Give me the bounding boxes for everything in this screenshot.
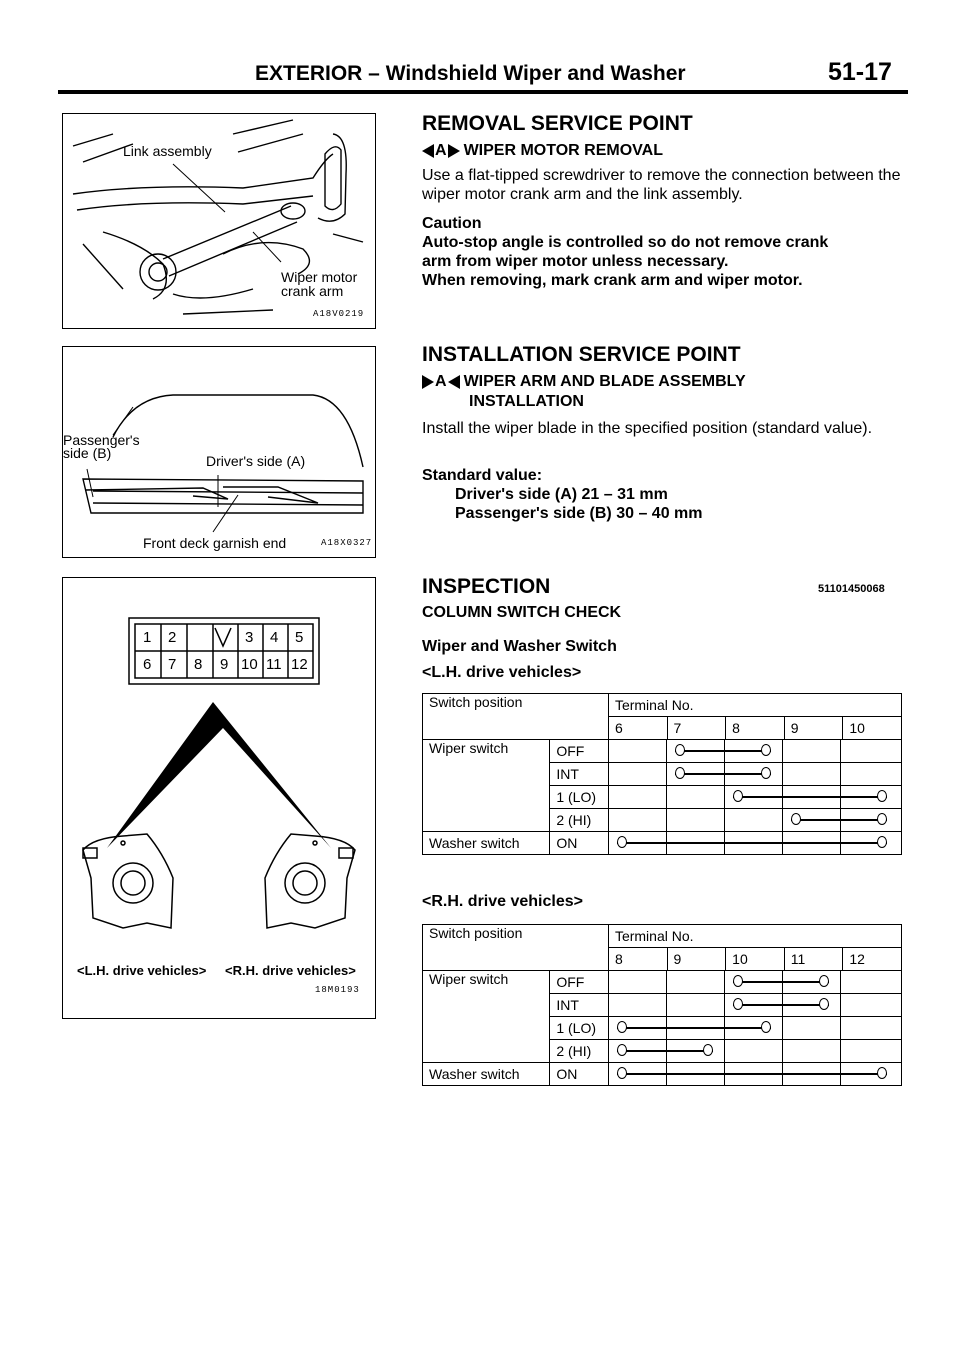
column-divider [666,762,668,786]
triangle-right-icon [422,375,434,389]
column-divider [724,1039,726,1063]
continuity-terminal-mark [761,1021,771,1033]
continuity-terminal-mark [733,975,743,987]
subheading-text: WIPER ARM AND BLADE ASSEMBLY [463,373,746,390]
column-divider [840,739,842,763]
caution-line: Auto-stop angle is controlled so do not remove crank [422,234,829,251]
subheading-text-line2: INSTALLATION [469,393,584,410]
continuity-terminal-mark [675,767,685,779]
switch-position-label: INT [550,763,609,786]
switch-group-label: Washer switch [423,1063,550,1086]
terminal-number: 6 [608,717,667,740]
terminal-number: 10 [726,948,785,971]
caption-rh-drive: <R.H. drive vehicles> [225,963,356,978]
subheading-wiper-arm-installation [422,373,746,391]
switch-group-label: Wiper switch [423,971,550,1063]
triangle-left-icon [448,375,460,389]
column-divider [666,993,668,1017]
continuity-terminal-mark [877,1067,887,1079]
connector-pin-label: 2 [168,629,177,646]
continuity-line [617,1073,887,1075]
connector-pin-label: 11 [266,656,282,673]
figure-code: 18M0193 [315,985,360,995]
terminal-number: 8 [608,948,667,971]
continuity-cell [608,740,901,763]
column-divider [840,1016,842,1040]
continuity-line [791,819,887,821]
service-marker: A [435,142,447,159]
continuity-terminal-mark [733,790,743,802]
label-passenger-side-b: side (B) [63,445,112,461]
figure-code: A18V0219 [313,309,365,319]
continuity-table-lh [422,693,902,855]
heading-inspection: INSPECTION [422,575,551,598]
table-row [423,1063,902,1086]
column-divider [724,785,726,809]
column-divider [724,970,726,994]
connector-pin-label: 9 [220,656,229,673]
triangle-left-icon [422,144,434,158]
connector-pin-label: 1 [143,629,152,646]
subheading-text: WIPER MOTOR REMOVAL [463,142,663,159]
switch-position-label: OFF [550,971,609,994]
figure-column-switch-connector [62,577,376,1019]
continuity-line [675,773,771,775]
caution-line: When removing, mark crank arm and wiper motor. [422,272,803,289]
switch-position-label: INT [550,994,609,1017]
subheading-rh-drive: <R.H. drive vehicles> [422,893,583,910]
continuity-cell [608,971,901,994]
continuity-line [617,1027,771,1029]
terminal-number: 11 [784,948,843,971]
label-crank-arm: crank arm [281,283,344,299]
continuity-terminal-mark [791,813,801,825]
label-wiper-motor: Wiper motor [281,269,358,285]
figure-blade-position [62,346,376,558]
column-divider [666,970,668,994]
connector-pin-label: 8 [194,656,203,673]
connector-pin-label: 4 [270,629,279,646]
continuity-cell [608,1063,901,1086]
continuity-cell [608,1017,901,1040]
standard-value-driver: Driver's side (A) 21 – 31 mm [455,486,668,503]
continuity-terminal-mark [617,1021,627,1033]
caution-line: arm from wiper motor unless necessary. [422,253,729,270]
continuity-terminal-mark [675,744,685,756]
continuity-terminal-mark [877,836,887,848]
continuity-cell [608,809,901,832]
caption-lh-drive: <L.H. drive vehicles> [77,963,207,978]
column-divider [724,993,726,1017]
column-divider [840,993,842,1017]
continuity-line [733,1004,829,1006]
service-marker: A [435,373,447,390]
column-divider [782,762,784,786]
column-divider [840,970,842,994]
continuity-terminal-mark [761,744,771,756]
triangle-right-icon [448,144,460,158]
switch-group-label: Wiper switch [423,740,550,832]
column-divider [724,808,726,832]
connector-pin-label: 3 [245,629,254,646]
terminal-number: 9 [667,948,726,971]
subheading-lh-drive: <L.H. drive vehicles> [422,664,582,681]
column-divider [782,1039,784,1063]
terminal-number: 12 [843,948,902,971]
connector-illustration [63,578,375,1018]
figure-code: A18X0327 [321,538,373,548]
column-divider [782,808,784,832]
switch-position-label: ON [550,832,609,855]
continuity-cell [608,786,901,809]
column-divider [666,739,668,763]
label-link-assembly: Link assembly [123,143,212,159]
page-number: 51-17 [828,58,892,86]
continuity-terminal-mark [877,790,887,802]
removal-body: Use a flat-tipped screwdriver to remove the connection between the wiper motor crank arm and the link assembly. [422,167,901,203]
header-switch-position: Switch position [423,925,609,971]
continuity-cell [608,1040,901,1063]
connector-pin-label: 7 [168,656,177,673]
switch-group-label: Washer switch [423,832,550,855]
continuity-terminal-mark [761,767,771,779]
continuity-terminal-mark [877,813,887,825]
header-terminal-no: Terminal No. [608,925,901,948]
switch-position-label: 1 (LO) [550,1017,609,1040]
column-divider [840,1039,842,1063]
table-row [423,832,902,855]
terminal-number: 10 [843,717,902,740]
continuity-line [675,750,771,752]
column-divider [782,739,784,763]
connector-pin-label: 12 [291,656,308,673]
header-rule [58,90,908,94]
table-row [423,971,902,994]
table-row [423,740,902,763]
heading-installation: INSTALLATION SERVICE POINT [422,343,741,366]
header-terminal-no: Terminal No. [608,694,901,717]
continuity-terminal-mark [703,1044,713,1056]
terminal-number: 8 [726,717,785,740]
subheading-column-switch-check: COLUMN SWITCH CHECK [422,604,622,621]
terminal-number: 9 [784,717,843,740]
connector-pin-label: 6 [143,656,152,673]
installation-body: Install the wiper blade in the specified position (standard value). [422,420,873,437]
figure-link-assembly [62,113,376,329]
continuity-terminal-mark [617,1067,627,1079]
switch-position-label: OFF [550,740,609,763]
subheading-wiper-motor-removal [422,142,663,160]
label-front-deck-garnish: Front deck garnish end [143,535,287,551]
continuity-terminal-mark [617,836,627,848]
continuity-terminal-mark [819,975,829,987]
continuity-cell [608,994,901,1017]
header-switch-position: Switch position [423,694,609,740]
connector-pin-label: 5 [295,629,304,646]
switch-position-label: ON [550,1063,609,1086]
continuity-table-rh [422,924,902,1086]
inspection-code: 51101450068 [818,583,885,595]
continuity-terminal-mark [733,998,743,1010]
connector-pin-label: 10 [241,656,258,673]
switch-position-label: 1 (LO) [550,786,609,809]
continuity-terminal-mark [819,998,829,1010]
continuity-cell [608,832,901,855]
caution-title: Caution [422,215,482,232]
continuity-line [617,842,887,844]
switch-position-label: 2 (HI) [550,1040,609,1063]
column-divider [782,1016,784,1040]
continuity-line [733,796,887,798]
terminal-number: 7 [667,717,726,740]
standard-value-passenger: Passenger's side (B) 30 – 40 mm [455,505,703,522]
subheading-wiper-washer-switch: Wiper and Washer Switch [422,638,617,655]
column-divider [666,785,668,809]
column-divider [666,808,668,832]
continuity-line [617,1050,713,1052]
heading-removal: REMOVAL SERVICE POINT [422,112,693,135]
label-passenger-side: Passenger's [63,432,140,448]
continuity-terminal-mark [617,1044,627,1056]
continuity-line [733,981,829,983]
continuity-cell [608,763,901,786]
column-divider [840,762,842,786]
switch-position-label: 2 (HI) [550,809,609,832]
page-title: EXTERIOR – Windshield Wiper and Washer [255,62,686,85]
label-drivers-side: Driver's side (A) [206,453,306,469]
standard-value-title: Standard value: [422,467,543,484]
